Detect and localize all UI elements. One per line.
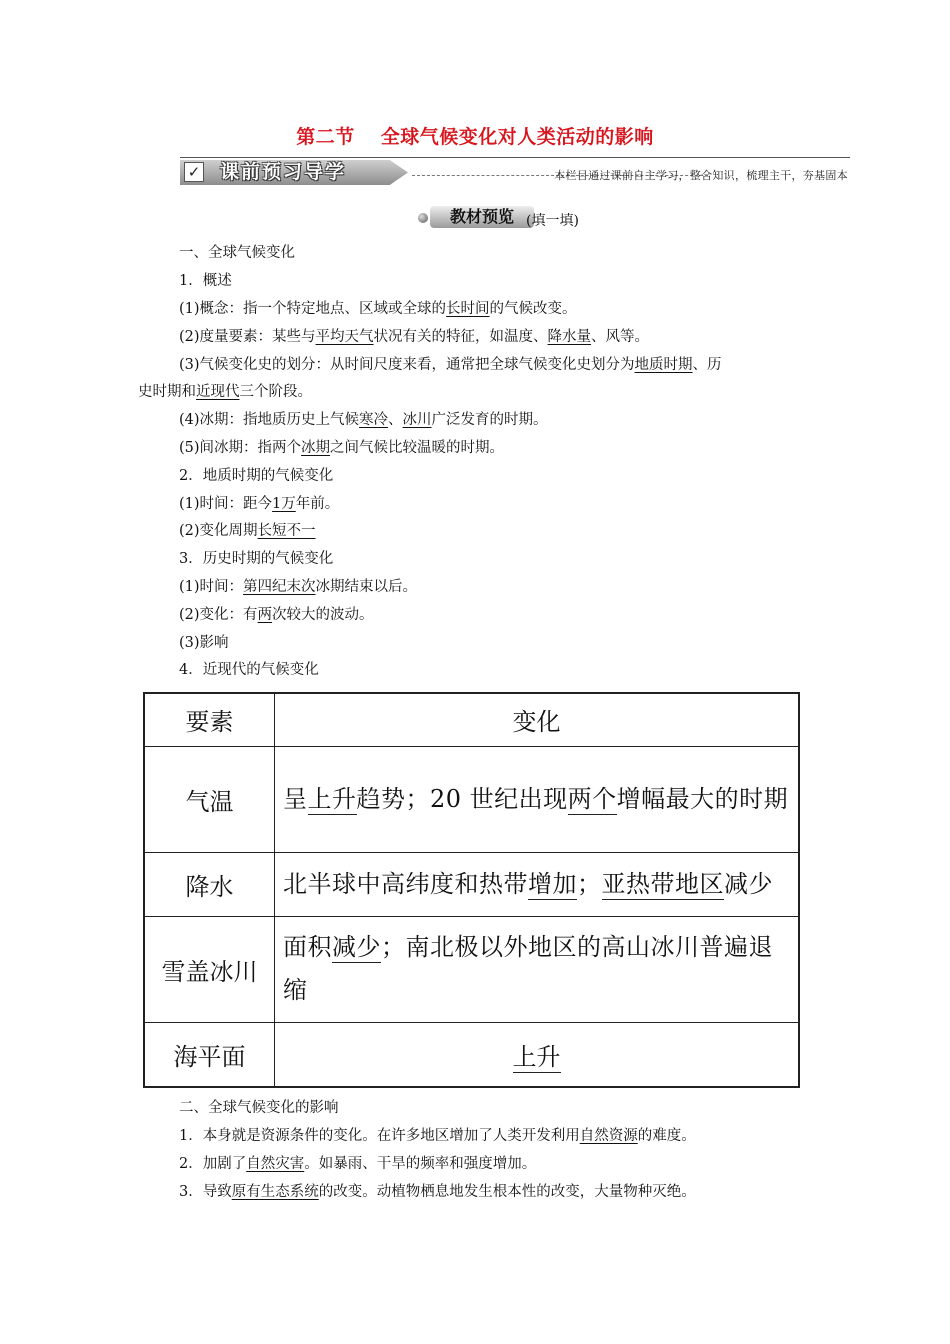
table-row [144, 852, 799, 916]
bullet-icon [418, 213, 428, 223]
checkmark-icon: ✓ [184, 162, 204, 182]
banner-rule [180, 157, 850, 158]
table-header-cell: 变化 [275, 693, 800, 746]
banner-label: 课前预习导学 [220, 161, 347, 183]
heading-2: 二、全球气候变化的影响 [179, 1100, 339, 1116]
text-line: (2)度量要素：某些与平均天气状况有关的特征，如温度、降水量、风等。 [179, 329, 650, 345]
table-value-cell: 北半球中高纬度和热带增加；亚热带地区减少 [275, 852, 800, 916]
table-value-cell: 面积减少；南北极以外地区的高山冰川普遍退缩 [275, 916, 800, 1022]
climate-change-table [143, 692, 800, 1088]
table-row [144, 693, 799, 746]
item-4: 4．近现代的气候变化 [179, 662, 319, 678]
page-title: 第二节 全球气候变化对人类活动的影响 [296, 126, 654, 148]
text-line: (3)气候变化史的划分：从时间尺度来看，通常把全球气候变化史划分为地质时期、历 [179, 357, 722, 373]
text-line: 3．导致原有生态系统的改变。动植物栖息地发生根本性的改变，大量物种灭绝。 [179, 1184, 696, 1200]
text-line: (1)时间：第四纪末次冰期结束以后。 [179, 579, 418, 595]
text-line: 1．本身就是资源条件的变化。在许多地区增加了人类开发利用自然资源的难度。 [179, 1128, 696, 1144]
table-header-cell: 要素 [144, 693, 275, 746]
text-line: 史时期和近现代三个阶段。 [138, 384, 312, 400]
text-line: (5)间冰期：指两个冰期之间气候比较温暖的时期。 [179, 440, 505, 456]
table-key-cell: 降水 [144, 852, 275, 916]
section-banner [180, 157, 850, 189]
text-line: (1)概念：指一个特定地点、区域或全球的长时间的气候改变。 [179, 301, 577, 317]
text-line: (2)变化周期长短不一 [179, 523, 316, 539]
table-row [144, 1022, 799, 1087]
banner-note: 本栏目通过课前自主学习，整合知识，梳理主干，夯基固本 [554, 169, 848, 182]
item-3: 3．历史时期的气候变化 [179, 551, 334, 567]
table-row [144, 746, 799, 852]
heading-1: 一、全球气候变化 [179, 245, 295, 261]
text-line: (2)变化：有两次较大的波动。 [179, 607, 374, 623]
table-row [144, 916, 799, 1022]
item-2: 2．地质时期的气候变化 [179, 468, 334, 484]
text-line: (3)影响 [179, 635, 229, 651]
table-key-cell: 雪盖冰川 [144, 916, 275, 1022]
table-value-cell: 呈上升趋势；20 世纪出现两个增幅最大的时期 [275, 746, 800, 852]
table-value-cell: 上升 [275, 1022, 800, 1087]
subsection-label: 教材预览 [449, 207, 514, 226]
table-key-cell: 气温 [144, 746, 275, 852]
text-line: (4)冰期：指地质历史上气候寒冷、冰川广泛发育的时期。 [179, 412, 548, 428]
table-key-cell: 海平面 [144, 1022, 275, 1087]
text-line: (1)时间：距今1万年前。 [179, 496, 340, 512]
text-line: 2．加剧了自然灾害。如暴雨、干旱的频率和强度增加。 [179, 1156, 537, 1172]
item-1: 1．概述 [179, 273, 232, 289]
subsection-hint: (填一填) [526, 213, 579, 229]
